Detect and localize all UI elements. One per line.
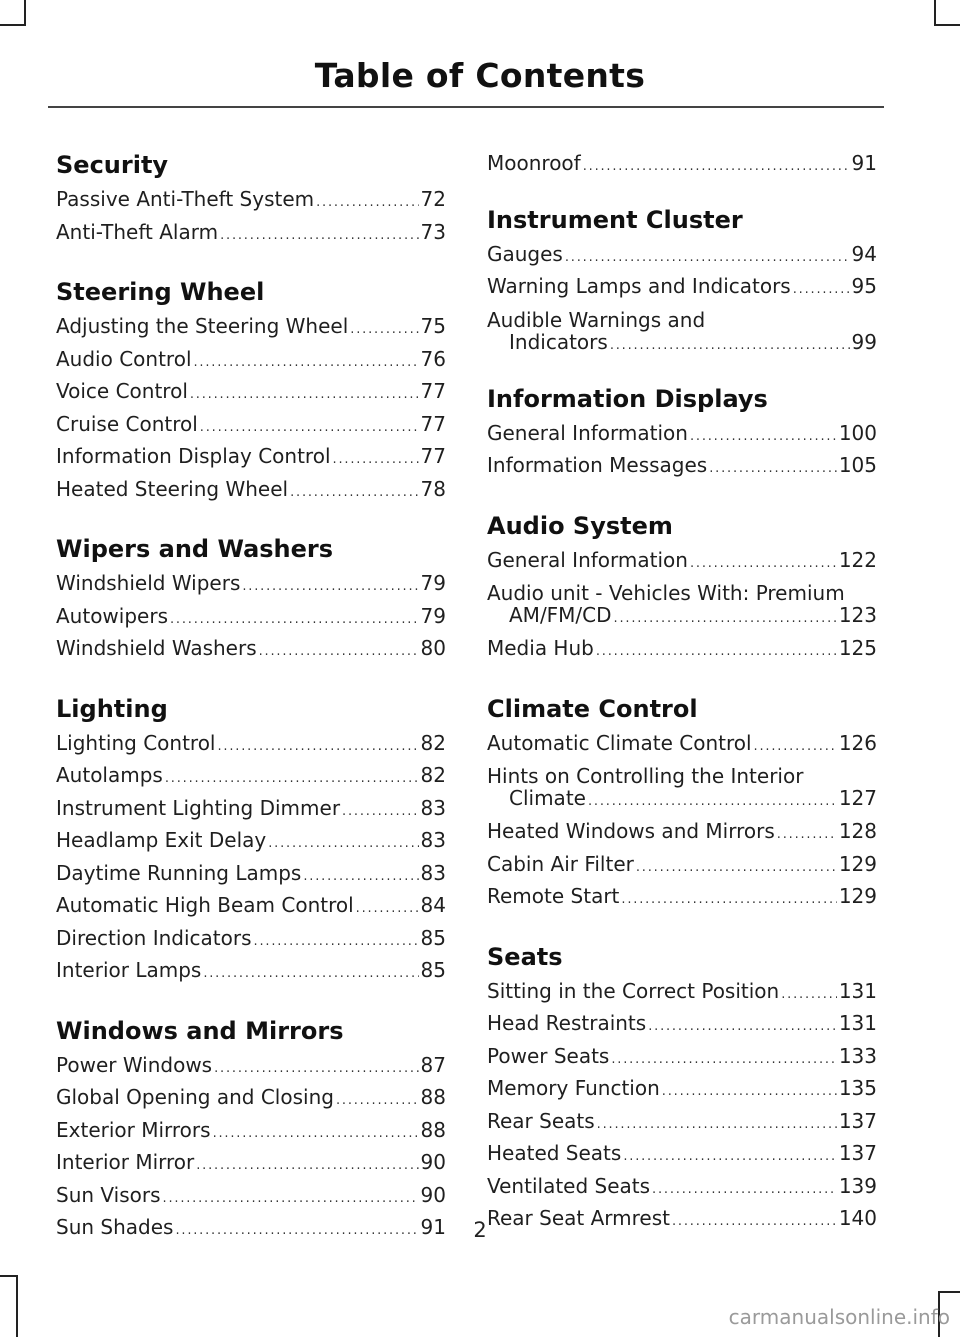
leader-dots	[662, 1077, 837, 1107]
toc-entry-page: 123	[838, 603, 877, 627]
watermark: carmanualsonline.info	[728, 1305, 950, 1329]
toc-entry-page: 100	[838, 420, 877, 445]
toc-entry[interactable]	[487, 882, 877, 915]
toc-entry-page: 126	[838, 730, 877, 755]
toc-entry[interactable]	[56, 634, 446, 667]
toc-entry-page: 77	[420, 444, 446, 468]
leader-dots	[350, 315, 418, 345]
section-heading: Wipers and Washers	[56, 535, 334, 563]
toc-entry-page: 137	[838, 1141, 877, 1165]
toc-entry[interactable]	[56, 312, 446, 345]
toc-section-wipers-and-washers	[56, 529, 446, 667]
toc-section-seats	[487, 937, 877, 1237]
toc-entry[interactable]	[56, 794, 446, 827]
toc-entry-label: Hints on Controlling the Interior	[487, 764, 804, 788]
toc-entry-label: Rear Seats	[487, 1108, 595, 1133]
toc-entry[interactable]	[487, 765, 877, 813]
crop-mark-top-left	[0, 24, 24, 26]
crop-mark-top-right	[936, 24, 960, 26]
toc-entry[interactable]	[487, 977, 877, 1010]
toc-entry-page: 85	[420, 925, 446, 950]
crop-mark-bottom-left	[0, 1275, 18, 1277]
leader-dots	[356, 894, 419, 924]
toc-entry-label: Rear Seat Armrest	[487, 1206, 670, 1230]
toc-entry-page: 129	[838, 851, 877, 876]
toc-entry[interactable]	[56, 602, 446, 635]
toc-entry-page: 72	[420, 187, 446, 211]
toc-entry-label: Moonroof	[487, 151, 581, 175]
toc-entry[interactable]	[56, 475, 446, 508]
toc-entry-page: 79	[420, 571, 446, 595]
leader-dots	[781, 980, 837, 1010]
leader-dots	[200, 413, 419, 443]
leader-dots	[268, 829, 418, 859]
toc-entry-label: Automatic Climate Control	[487, 730, 752, 755]
toc-entry-label: Head Restraints	[487, 1011, 647, 1035]
toc-section-instrument-cluster	[487, 200, 877, 357]
toc-entry-page: 133	[838, 1043, 877, 1068]
section-heading: Climate Control	[487, 694, 698, 723]
toc-entry[interactable]	[56, 1116, 446, 1149]
toc-entry-page: 125	[838, 636, 877, 660]
toc-entry-label: Media Hub	[487, 636, 594, 660]
toc-entry-label: Sun Shades	[56, 1215, 174, 1239]
toc-section-climate-control	[487, 689, 877, 915]
section-heading: Steering Wheel	[56, 278, 265, 306]
toc-entry[interactable]	[56, 1148, 446, 1181]
leader-dots	[170, 605, 419, 635]
toc-entry-page: 77	[420, 411, 446, 436]
toc-entry-page: 90	[420, 1182, 446, 1207]
leader-dots	[303, 862, 418, 892]
leader-dots	[203, 959, 418, 989]
toc-entry-label: Exterior Mirrors	[56, 1117, 211, 1142]
toc-section-steering-wheel	[56, 272, 446, 507]
leader-dots	[163, 1184, 419, 1214]
page-title: Table of Contents	[314, 56, 646, 95]
leader-dots	[565, 243, 850, 273]
toc-entry-page: 79	[420, 603, 446, 628]
toc-entry[interactable]	[487, 1139, 877, 1172]
toc-entry-label-continued: Climate	[509, 786, 586, 810]
toc-entry-label: General Information	[487, 547, 688, 572]
toc-entry-page: 78	[420, 476, 446, 501]
leader-dots	[793, 275, 850, 305]
toc-entry-page: 139	[838, 1173, 877, 1198]
toc-entry-page: 80	[420, 636, 446, 660]
toc-entry[interactable]	[487, 729, 877, 762]
toc-entry-page: 82	[420, 763, 446, 787]
toc-entry-page: 131	[838, 1011, 877, 1035]
toc-entry[interactable]	[487, 1107, 877, 1140]
leader-dots	[342, 797, 419, 827]
leader-dots	[709, 454, 837, 484]
toc-entry-page: 82	[420, 730, 446, 755]
toc-entry-page: 128	[838, 819, 877, 843]
toc-entry-page: 140	[838, 1206, 877, 1230]
leader-dots	[254, 927, 419, 957]
toc-entry-label: Audible Warnings and	[487, 307, 706, 332]
leader-dots	[636, 853, 837, 883]
leader-dots	[777, 820, 837, 850]
leader-dots	[336, 1086, 419, 1116]
toc-entry[interactable]	[56, 826, 446, 859]
toc-entry[interactable]	[487, 419, 877, 452]
leader-dots	[623, 1142, 836, 1172]
toc-entry[interactable]	[487, 582, 877, 630]
toc-left-column	[56, 145, 446, 1268]
toc-entry-page: 73	[420, 219, 446, 244]
toc-entry-label: Headlamp Exit Delay	[56, 828, 267, 852]
toc-entry-page: 127	[838, 786, 877, 810]
leader-dots	[611, 1045, 836, 1075]
leader-dots	[588, 791, 837, 813]
toc-entry-page: 88	[420, 1117, 446, 1142]
toc-entry[interactable]	[487, 1074, 877, 1107]
toc-entry-label: Automatic High Beam Control	[56, 893, 354, 917]
crop-mark-top-left	[24, 0, 26, 26]
toc-entry[interactable]	[487, 240, 877, 273]
toc-section-security	[56, 145, 446, 250]
toc-entry-page: 94	[851, 241, 877, 266]
toc-entry-label: General Information	[487, 420, 688, 445]
toc-entry[interactable]	[56, 859, 446, 892]
toc-entry-page: 99	[851, 329, 877, 354]
toc-entry-label: Sitting in the Correct Position	[487, 978, 780, 1003]
toc-entry-page: 105	[838, 453, 877, 477]
toc-entry-page: 91	[851, 151, 877, 175]
toc-entry-label: Audio unit - Vehicles With: Premium	[487, 581, 845, 605]
leader-dots	[333, 445, 419, 475]
toc-entry-label: Heated Steering Wheel	[56, 476, 289, 501]
toc-entry[interactable]	[487, 272, 877, 305]
leader-dots	[754, 732, 837, 762]
toc-entry[interactable]	[56, 569, 446, 602]
toc-entry-label: Adjusting the Steering Wheel	[56, 314, 349, 338]
toc-entry-label: Sun Visors	[56, 1182, 161, 1207]
toc-entry[interactable]	[487, 149, 877, 182]
toc-entry-label: Instrument Lighting Dimmer	[56, 795, 341, 820]
toc-entry-page: 84	[420, 893, 446, 917]
toc-entry-label: Direction Indicators	[56, 925, 252, 950]
toc-entry[interactable]	[56, 956, 446, 989]
section-heading: Security	[56, 151, 169, 179]
toc-entry-label: Passive Anti-Theft System	[56, 187, 315, 211]
toc-entry-label: Windshield Washers	[56, 636, 257, 660]
toc-entry[interactable]	[56, 1083, 446, 1116]
toc-entry[interactable]	[487, 634, 877, 667]
toc-entry[interactable]	[487, 1042, 877, 1075]
toc-entry[interactable]	[56, 924, 446, 957]
crop-mark-bottom-left	[16, 1277, 18, 1337]
leader-dots	[213, 1119, 419, 1149]
toc-section-lighting	[56, 689, 446, 989]
toc-entry-page: 122	[838, 547, 877, 572]
leader-dots	[214, 1054, 418, 1084]
toc-entry-page: 135	[838, 1076, 877, 1100]
toc-entry-page: 76	[420, 346, 446, 371]
toc-entry[interactable]	[56, 218, 446, 251]
leader-dots	[652, 1175, 837, 1205]
toc-entry-page: 77	[420, 379, 446, 403]
page-number: 2	[473, 1218, 487, 1242]
leader-dots	[597, 1110, 837, 1140]
leader-dots	[190, 380, 419, 410]
toc-section-information-displays	[487, 379, 877, 484]
section-heading: Lighting	[56, 694, 168, 723]
toc-entry-page: 83	[420, 860, 446, 885]
toc-entry[interactable]	[487, 850, 877, 883]
toc-entry[interactable]	[487, 451, 877, 484]
toc-entry-label: Remote Start	[487, 884, 620, 908]
toc-entry[interactable]	[56, 729, 446, 762]
toc-entry[interactable]	[56, 185, 446, 218]
toc-entry-label: Ventilated Seats	[487, 1173, 651, 1198]
leader-dots	[648, 1012, 837, 1042]
toc-entry[interactable]	[56, 345, 446, 378]
leader-dots	[165, 764, 419, 794]
toc-entry[interactable]	[487, 546, 877, 579]
leader-dots	[259, 637, 419, 667]
toc-entry[interactable]	[56, 891, 446, 924]
toc-entry-page: 83	[420, 795, 446, 820]
toc-entry[interactable]	[487, 1009, 877, 1042]
toc-entry-label: Power Windows	[56, 1052, 213, 1077]
leader-dots	[596, 637, 837, 667]
toc-entry-page: 129	[838, 884, 877, 908]
section-heading: Information Displays	[487, 384, 768, 413]
toc-entry-label: Memory Function	[487, 1076, 660, 1100]
toc-entry-page: 88	[420, 1085, 446, 1109]
toc-entry-label: Voice Control	[56, 379, 188, 403]
toc-entry[interactable]	[56, 442, 446, 475]
section-heading: Instrument Cluster	[487, 205, 743, 234]
toc-entry-label: Heated Seats	[487, 1141, 622, 1165]
toc-entry-label: Daytime Running Lamps	[56, 860, 302, 885]
toc-entry-label: Cabin Air Filter	[487, 851, 634, 876]
toc-entry-label: Audio Control	[56, 346, 192, 371]
leader-dots	[690, 549, 837, 579]
header-divider	[48, 106, 884, 108]
toc-entry[interactable]	[56, 377, 446, 410]
toc-entry-label-continued: Indicators	[509, 329, 608, 354]
crop-mark-top-right	[934, 0, 936, 26]
toc-entry-label: Information Messages	[487, 453, 708, 477]
toc-section-audio-system	[487, 506, 877, 667]
toc-entry-page: 91	[420, 1215, 446, 1239]
toc-entry-label: Information Display Control	[56, 444, 331, 468]
toc-entry-label: Autowipers	[56, 603, 168, 628]
toc-entry-page: 83	[420, 828, 446, 852]
leader-dots	[316, 188, 418, 218]
toc-entry[interactable]	[56, 761, 446, 794]
section-heading: Seats	[487, 942, 563, 971]
leader-dots	[690, 422, 837, 452]
toc-entry-page: 95	[851, 274, 877, 298]
toc-entry[interactable]	[56, 410, 446, 443]
toc-entry-page: 131	[838, 978, 877, 1003]
toc-entry-label: Windshield Wipers	[56, 571, 241, 595]
leader-dots	[220, 221, 418, 251]
toc-entry-label: Heated Windows and Mirrors	[487, 819, 775, 843]
toc-entry-label: Interior Mirror	[56, 1150, 195, 1174]
leader-dots	[621, 885, 836, 915]
toc-entry-page: 137	[838, 1108, 877, 1133]
toc-section-moonroof	[487, 149, 877, 182]
toc-entry-page: 87	[420, 1052, 446, 1077]
leader-dots	[583, 152, 850, 182]
toc-entry-page: 75	[420, 314, 446, 338]
leader-dots	[614, 608, 837, 630]
toc-entry[interactable]	[56, 1051, 446, 1084]
toc-entry-label: Warning Lamps and Indicators	[487, 274, 791, 298]
leader-dots	[218, 732, 419, 762]
toc-section-windows-and-mirrors	[56, 1011, 446, 1246]
leader-dots	[610, 335, 850, 357]
toc-entry-page: 90	[420, 1150, 446, 1174]
toc-entry-label: Autolamps	[56, 763, 163, 787]
toc-entry-label-continued: AM/FM/CD	[509, 603, 612, 627]
leader-dots	[290, 478, 418, 508]
toc-entry-label: Power Seats	[487, 1043, 610, 1068]
toc-entry[interactable]	[56, 1181, 446, 1214]
leader-dots	[196, 1151, 418, 1181]
toc-entry-label: Global Opening and Closing	[56, 1085, 334, 1109]
toc-entry[interactable]	[487, 309, 877, 357]
toc-entry-label: Lighting Control	[56, 730, 216, 755]
toc-entry[interactable]	[487, 1172, 877, 1205]
section-heading: Windows and Mirrors	[56, 1016, 344, 1045]
toc-right-column	[487, 145, 877, 1259]
toc-entry-label: Gauges	[487, 241, 563, 266]
toc-entry-page: 85	[420, 958, 446, 982]
leader-dots	[242, 572, 418, 602]
section-heading: Audio System	[487, 511, 673, 540]
crop-mark-bottom-right	[938, 1291, 960, 1293]
toc-entry-label: Cruise Control	[56, 411, 198, 436]
leader-dots	[194, 348, 419, 378]
toc-entry-label: Interior Lamps	[56, 958, 202, 982]
toc-entry[interactable]	[487, 817, 877, 850]
toc-entry-label: Anti-Theft Alarm	[56, 219, 219, 244]
